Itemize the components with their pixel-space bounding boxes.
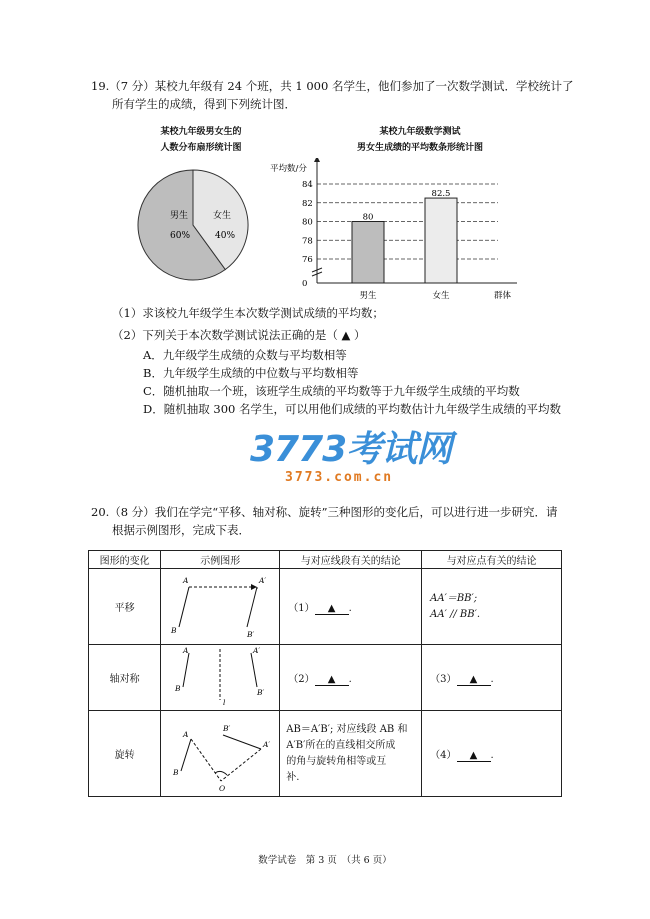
svg-text:B′: B′ (223, 724, 231, 733)
header-transformation: 图形的变化 (89, 551, 161, 569)
y-tick-label: 0 (302, 279, 308, 289)
x-tick-label: 男生 (359, 291, 377, 301)
watermark-logo: 3773考试网 (250, 429, 452, 470)
bar-title-line1: 某校九年级数学测试 (379, 127, 461, 137)
svg-text:B′: B′ (257, 688, 265, 697)
question-19-part2: （2）下列关于本次数学测试说法正确的是（ ▲ ） (112, 328, 366, 342)
svg-text:A: A (183, 730, 189, 739)
row-name-rotation: 旋转 (89, 711, 161, 797)
svg-text:A′: A′ (253, 646, 261, 655)
answer-blank-4[interactable]: ▲ (457, 750, 491, 762)
svg-text:B: B (175, 684, 181, 693)
row-name-reflection: 轴对称 (89, 645, 161, 711)
figure-reflection-cell (161, 645, 280, 711)
svg-text:B′: B′ (247, 630, 255, 639)
question-19-intro: 19.（7 分）某校九年级有 24 个班，共 1 000 名学生，他们参加了一次数学测试．学校统计了 (91, 79, 574, 93)
bar-value-label: 80 (362, 212, 374, 223)
y-axis-label: 平均数/分 (270, 164, 307, 174)
pie-percent-female: 40% (215, 231, 236, 241)
table-row (89, 711, 562, 797)
bar-chart (262, 158, 532, 303)
question-20-intro-line2: 根据示例图形，完成下表． (112, 523, 250, 537)
bar-male (352, 222, 384, 284)
question-19-number: 19. (91, 79, 110, 93)
header-point-conclusion: 与对应点有关的结论 (422, 551, 562, 569)
answer-blank-3[interactable]: ▲ (457, 674, 491, 686)
pie-label-male: 男生 (170, 211, 189, 221)
svg-text:A′: A′ (263, 740, 271, 749)
figure-rotation-cell (161, 711, 280, 797)
pie-percent-male: 60% (170, 231, 191, 241)
y-tick-label: 76 (302, 255, 313, 265)
option-b: B．九年级学生成绩的中位数与平均数相等 (143, 366, 359, 380)
answer-blank-2[interactable]: ▲ (315, 674, 349, 686)
transformation-table (88, 550, 562, 797)
bar-grid (317, 184, 498, 259)
table-header-row (89, 551, 562, 569)
option-a: A．九年级学生成绩的众数与平均数相等 (143, 348, 347, 362)
row-name-translation: 平移 (89, 569, 161, 645)
point-conclusion-rotation: （4） ▲ . (422, 711, 562, 797)
bar-ticks (302, 180, 313, 289)
x-tick-label: 女生 (432, 291, 450, 301)
bar-marks (352, 189, 457, 301)
header-example-figure: 示例图形 (161, 551, 280, 569)
y-tick-label: 84 (302, 180, 313, 190)
svg-text:O: O (219, 784, 226, 793)
bar-female (425, 198, 457, 283)
option-c: C．随机抽取一个班，该班学生成绩的平均数等于九年级学生成绩的平均数 (143, 384, 520, 398)
header-segment-conclusion: 与对应线段有关的结论 (280, 551, 422, 569)
svg-text:B: B (173, 768, 179, 777)
y-axis-arrow (314, 158, 320, 162)
translation-figure (161, 569, 279, 641)
svg-text:l: l (223, 698, 226, 707)
pie-title-line2: 人数分布扇形统计图 (160, 143, 242, 153)
table-row (89, 569, 562, 645)
option-d: D．随机抽取 300 名学生，可以用他们成绩的平均数估计九年级学生成绩的平均数 (143, 402, 561, 416)
page-footer: 数学试卷 第 3 页 （共 6 页） (258, 855, 392, 866)
y-tick-label: 78 (302, 236, 313, 247)
svg-text:B: B (171, 626, 177, 635)
segment-conclusion-rotation: AB＝A′B′; 对应线段 AB 和 A′B′所在的直线相交所成 的角与旋转角相等或互 补. (280, 711, 422, 797)
point-conclusion-reflection: （3） ▲ . (422, 645, 562, 711)
bar-value-label: 82.5 (431, 189, 451, 200)
x-axis-label: 群体 (494, 291, 512, 301)
answer-blank-1[interactable]: ▲ (315, 603, 349, 615)
table-row (89, 645, 562, 711)
segment-conclusion-reflection: （2） ▲ . (280, 645, 422, 711)
figure-translation-cell (161, 569, 280, 645)
svg-text:A: A (183, 576, 189, 585)
reflection-figure (161, 645, 279, 707)
watermark-url: 3773.com.cn (285, 470, 394, 485)
segment-conclusion-translation: （1） ▲ . (280, 569, 422, 645)
question-19-part1: （1）求该校九年级学生本次数学测试成绩的平均数； (112, 306, 384, 320)
svg-text:A: A (183, 646, 189, 655)
y-tick-label: 82 (302, 198, 313, 209)
pie-chart (130, 160, 265, 290)
bar-title-line2: 男女生成绩的平均数条形统计图 (356, 143, 483, 153)
svg-text:A′: A′ (259, 576, 267, 585)
question-20-intro: 20.（8 分）我们在学完“平移、轴对称、旋转”三种图形的变化后，可以进行进一步研究．请 (91, 505, 558, 519)
point-conclusion-translation: AA′＝BB′; AA′ // BB′. (422, 569, 562, 645)
question-20-number: 20. (91, 505, 110, 519)
y-tick-label: 80 (302, 217, 313, 228)
rotation-figure (161, 711, 279, 793)
question-19-intro-line2: 所有学生的成绩，得到下列统计图． (112, 97, 296, 111)
pie-label-female: 女生 (213, 211, 232, 221)
pie-title-line1: 某校九年级男女生的 (160, 127, 242, 137)
